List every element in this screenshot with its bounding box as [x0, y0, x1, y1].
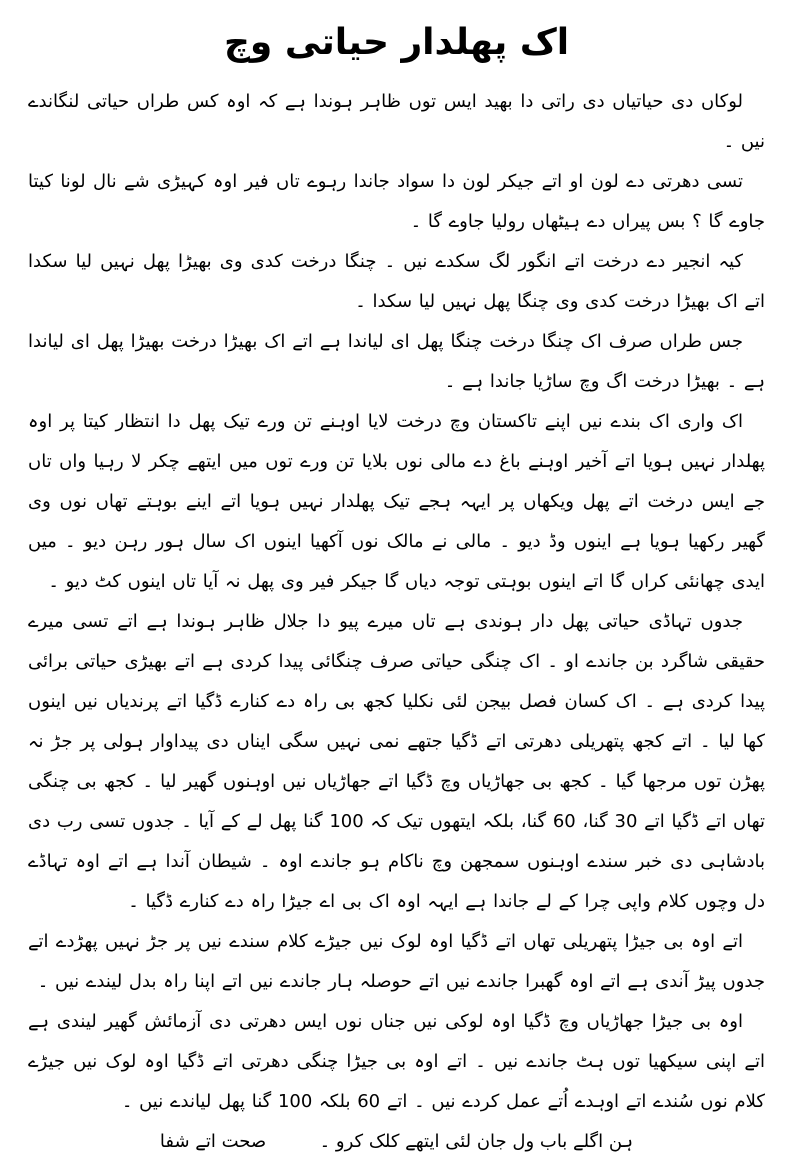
paragraph-salt-intro: لوکاں دی حیاتیاں دی راتی دا بھید ایس توں ظاہر ہوندا ہے کہ اوہ کس طراں حیاتی لنگاندے نیں ۔	[28, 91, 765, 153]
paragraph-fig-grapes: کیہ انجیر دے درخت اتے انگور لگ سکدے نیں ۔ چنگا درخت کدی وی بھیڑا پھل نہیں لیا سکدا اتے اک بھیڑا درخت کدی وی چنگا پھل نہیں لیا سکدا ۔	[28, 251, 765, 313]
next-chapter-instruction-link[interactable]: ہن اگلے باب ول جان لئی ایتھے کلک کرو ۔	[319, 1131, 634, 1153]
next-chapter-title-link[interactable]: صحت اتے شفا	[159, 1131, 267, 1153]
footer	[28, 1122, 765, 1162]
paragraph-rocky-ground: اتے اوہ بی جیڑا پتھریلی تھاں اتے ڈگیا اوہ لوک نیں جیڑے کلام سندے نیں پر جڑ نہیں پھڑدے اتے جدوں پیڑ آندی ہے اتے اوہ گھبرا جاندے نیں اتے حوصلہ ہار جاندے نیں اتے اپنا راہ بدل لیندے نیں ۔	[28, 931, 765, 993]
page-title: اک پھلدار حیاتی وچ	[223, 22, 570, 63]
paragraph-thorns-good-soil: اوہ بی جیڑا جھاڑیاں وچ ڈگیا اوہ لوکی نیں جناں نوں ایس دھرتی دی آزمائش گھیر لیندی ہے اتے اپنی سیکھیا توں ہٹ جاندے نیں ۔ اتے اوہ بی جیڑا چنگی دھرتی اتے ڈگیا اوہ لوک نیں جیڑے کلام نوں سُندے اتے اوہدے اُتے عمل کردے نیں ۔ اتے 60 بلکہ 100 گنا پھل لیاندے نیں ۔	[28, 1011, 765, 1113]
paragraph-good-bad-tree: جس طراں صرف اک چنگا درخت چنگا پھل ای لیاندا ہے اتے اک بھیڑا درخت بھیڑا پھل ای لیاندا ہے ۔ بھیڑا درخت اگ وچ ساڑیا جاندا ہے ۔	[28, 331, 765, 393]
paragraph-salt-of-earth: تسی دھرتی دے لون او اتے جیکر لون دا سواد جاندا رہوے تاں فیر اوہ کہیڑی شے نال لونا کیتا جاوے گا ؟ بس پیراں دے ہیٹھاں رولیا جاوے گا ۔	[28, 171, 765, 233]
paragraph-vineyard-fig-tree: اک واری اک بندے نیں اپنے تاکستان وچ درخت لایا اوہنے تن ورے تیک پھل دا انتظار کیتا پر اوہ پھلدار نہیں ہویا اتے آخیر اوہنے باغ دے مالی نوں بلایا تن ورے توں میں ایتھے چکر لا رہیا واں تاں جے ایس درخت اتے پھل ویکھاں پر ایہہ ہجے تیک پھلدار نہیں ہویا اتے اینے بوہتے تھاں نوں وی گھیر رکھیا ہویا ہے اینوں وڈ دیو ۔ مالی نے مالک نوں آکھیا اینوں اک سال ہور رہن دیو ۔ میں ایدی چھانئی کراں گا اتے اینوں بوہتی توجہ دیاں گا جیکر فیر وی پھل نہ آیا تاں اینوں کٹ دیو ۔	[28, 411, 765, 593]
paragraph-sower-parable: جدوں تہاڈی حیاتی پھل دار ہوندی ہے تاں میرے پیو دا جلال ظاہر ہوندا ہے اتے تسی میرے حقیقی شاگرد بن جاندے او ۔ اک چنگی حیاتی صرف چنگائی پیدا کردی ہے اتے بھیڑی حیاتی برائی پیدا کردی ہے ۔ اک کسان فصل بیجن لئی نکلیا کجھ بی راہ دے کنارے ڈگیا اتے پرندیاں نیں اینوں کھا لیا ۔ اتے کجھ پتھریلی دھرتی اتے ڈگیا جتھے نمی نہیں سگی ایناں دی پیداوار ہولی پر جڑ نہ پھڑن توں مرجھا گیا ۔ کجھ بی جھاڑیاں وچ ڈگیا اتے جھاڑیاں نیں اوہنوں گھیر لیا ۔ کجھ بی چنگی تھاں اتے ڈگیا اتے 30 گنا، 60 گنا، بلکہ ایتھوں تیک کہ 100 گنا پھل لے کے آیا ۔ جدوں تسی رب دی بادشاہی دی خبر سندے اوہنوں سمجھن وچ ناکام ہو جاندے اوہ ۔ شیطان آندا ہے اتے اوہ تہاڈے دل وچوں کلام واپی چرا کے لے جاندا ہے ایہہ اوہ اک بی اے جیڑا راہ دے کنارے ڈگیا ۔	[28, 611, 765, 913]
